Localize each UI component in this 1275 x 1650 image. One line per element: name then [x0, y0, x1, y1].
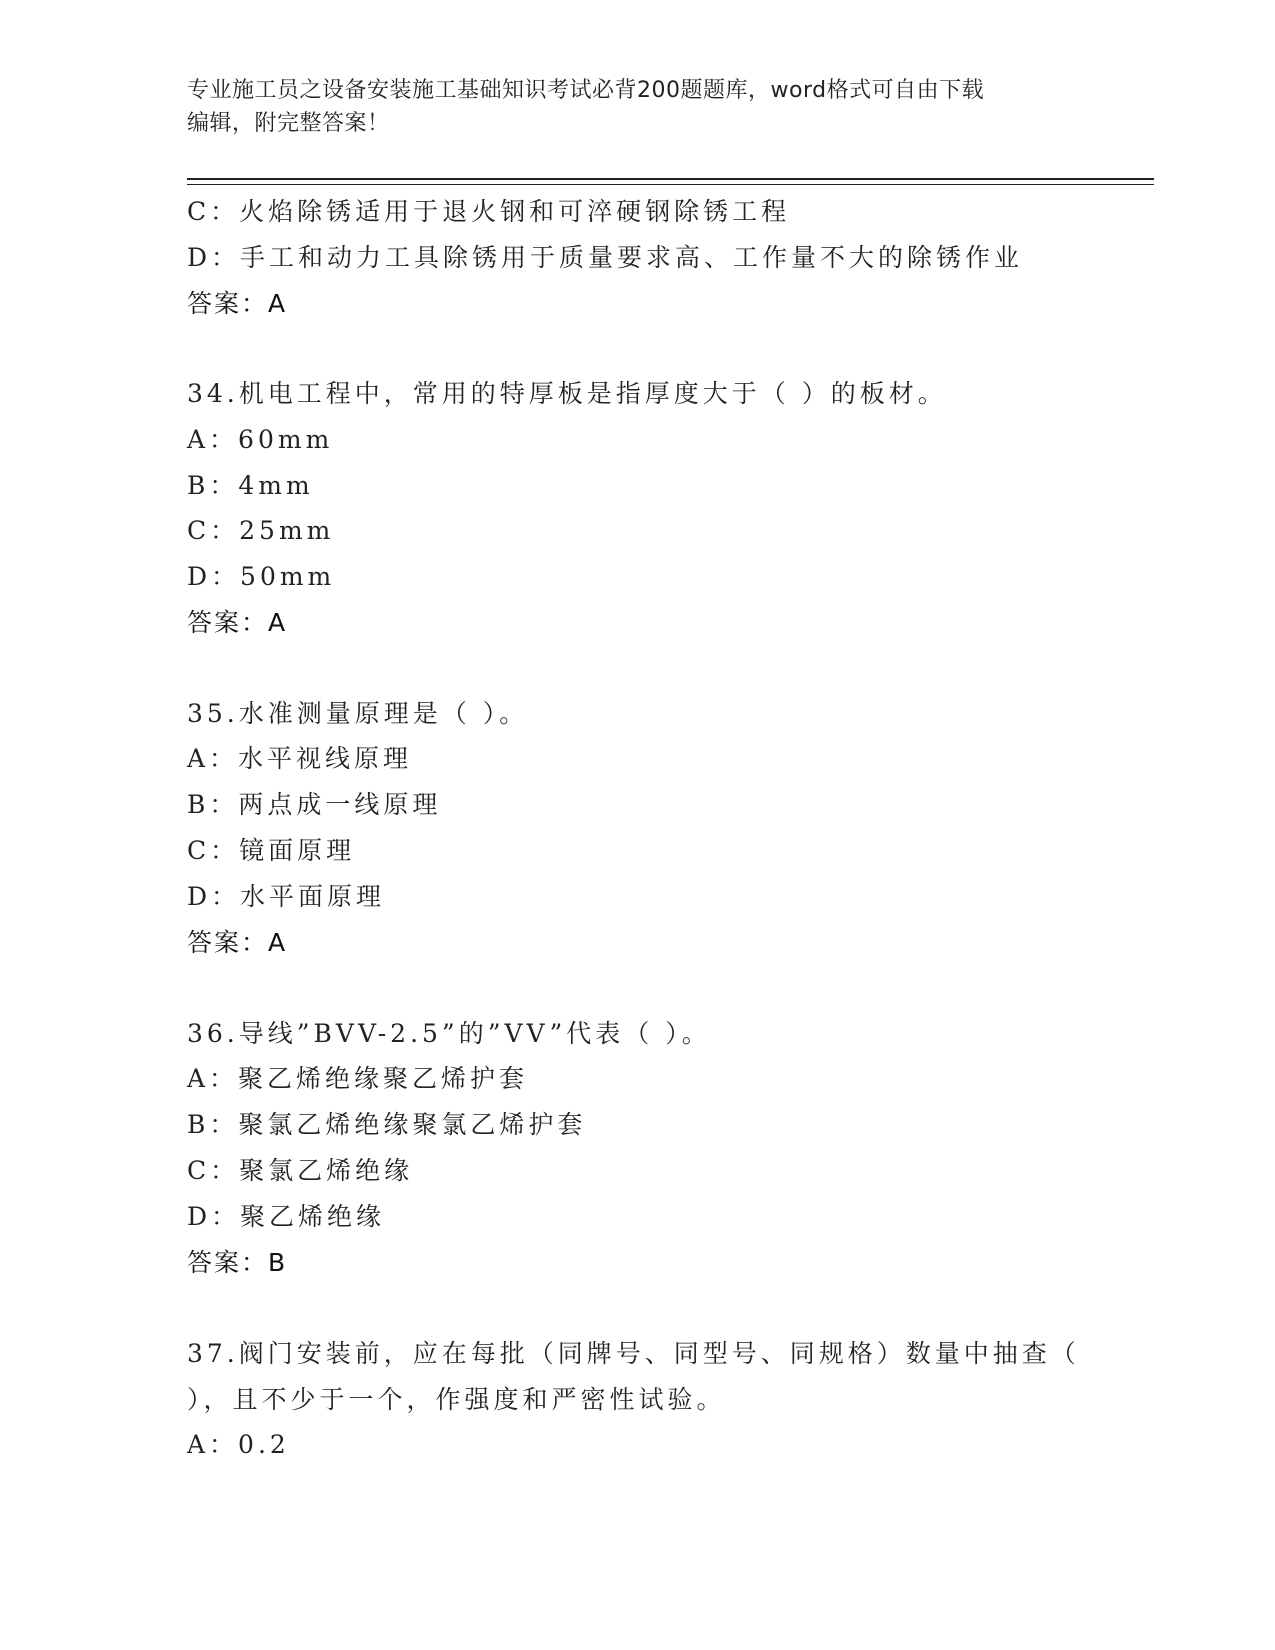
question-34-option-c: C：25mm [187, 516, 335, 545]
question-35-answer: 答案：A [187, 928, 288, 957]
prev-answer: 答案：A [187, 289, 288, 318]
question-34-stem: 34.机电工程中，常用的特厚板是指厚度大于（ ）的板材。 [187, 379, 947, 408]
question-36-option-a: A：聚乙烯绝缘聚乙烯护套 [187, 1064, 529, 1093]
question-35-option-c: C：镜面原理 [187, 836, 356, 865]
title-line-1: 专业施工员之设备安装施工基础知识考试必背200题题库，word格式可自由下载 [187, 78, 985, 103]
question-37-stem-line-2: ），且不少于一个，作强度和严密性试验。 [187, 1385, 726, 1414]
title-line-2: 编辑，附完整答案！ [187, 111, 390, 136]
header-divider-thick [187, 178, 1154, 180]
question-35-stem: 35.水准测量原理是（ ）。 [187, 699, 529, 728]
question-36-answer: 答案：B [187, 1248, 288, 1277]
question-36-option-d: D：聚乙烯绝缘 [187, 1202, 386, 1231]
question-36-option-c: C：聚氯乙烯绝缘 [187, 1156, 414, 1185]
question-35-option-d: D：水平面原理 [187, 882, 386, 911]
question-35-option-a: A：水平视线原理 [187, 744, 413, 773]
question-34-answer: 答案：A [187, 608, 288, 637]
question-34-option-d: D：50mm [187, 562, 336, 591]
question-34-option-b: B：4mm [187, 471, 314, 500]
question-36-option-b: B：聚氯乙烯绝缘聚氯乙烯护套 [187, 1110, 587, 1139]
question-37-stem-line-1: 37.阀门安装前，应在每批（同牌号、同型号、同规格）数量中抽查（ [187, 1339, 1080, 1368]
question-35-option-b: B：两点成一线原理 [187, 790, 442, 819]
question-36-stem: 36.导线”BVV-2.5”的”VV”代表（ ）。 [187, 1019, 711, 1048]
prev-option-c: C：火焰除锈适用于退火钢和可淬硬钢除锈工程 [187, 197, 791, 226]
prev-option-d: D：手工和动力工具除锈用于质量要求高、工作量不大的除锈作业 [187, 243, 1024, 272]
question-34-option-a: A：60mm [187, 425, 334, 454]
question-37-option-a: A：0.2 [187, 1430, 290, 1459]
header-divider-thin [187, 184, 1154, 185]
document-title [187, 74, 1077, 140]
